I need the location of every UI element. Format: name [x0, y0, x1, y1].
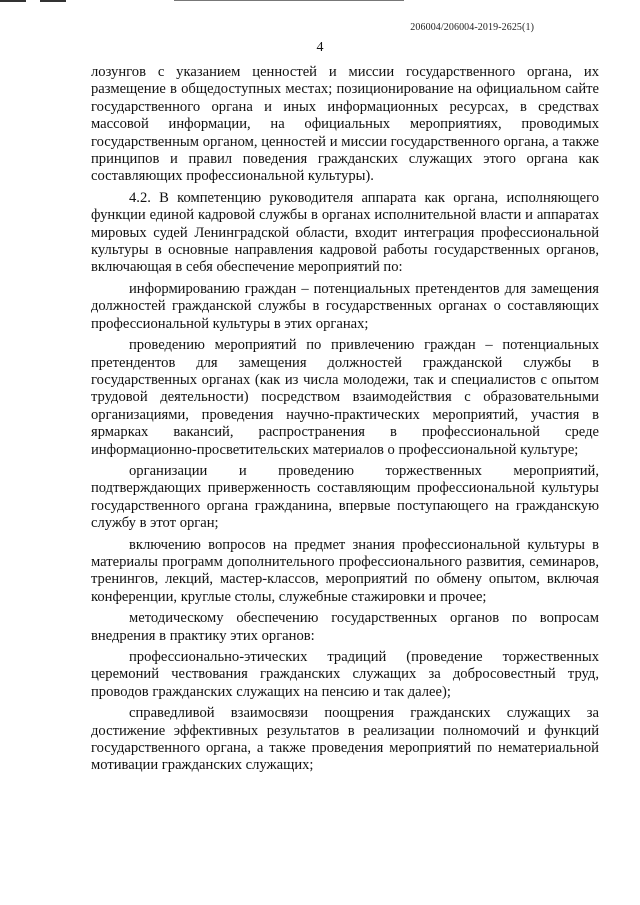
paragraph-list-item: информированию граждан – потенциальных претендентов для замещения должностей гражданской службы в государственных органах о составляющих профессиональной культуры в этих органах; — [91, 280, 599, 332]
paragraph-continuation: лозунгов с указанием ценностей и миссии государственного органа, их размещение в общедоступных местах; позиционирование на официальном сайте государственного органа и иных информационных ресурсах, в средствах массовой информации, на официальных мероприятиях, проводимых государственным органом, ценностей и миссии государственного органа, а также принципов и правил поведения гражданских служащих этого органа как составляющих профессиональной культуры). — [91, 64, 599, 185]
paragraph-list-item: организации и проведению торжественных мероприятий, подтверждающих приверженность составляющим профессиональной культуры государственного органа гражданина, впервые поступающего на гражданскую службу в этот орган; — [91, 462, 599, 532]
paragraph-sub-item: справедливой взаимосвязи поощрения гражданских служащих за достижение эффективных результатов в реализации полномочий и функций государственного органа, а также проведения мероприятий по нематериальной мотивации гражданских служащих; — [91, 705, 599, 774]
paragraph-list-item: проведению мероприятий по привлечению граждан – потенциальных претендентов для замещения должностей гражданской службы в государственных органах (как из числа молодежи, так и специалистов с опытом трудовой деятельности) посредством взаимодействия с образовательными организациями, проведения научно-практических мероприятий, участия в ярмарках вакансий, распространения в профессиональной среде информационно-просветительских материалов о профессиональной культуре; — [91, 337, 599, 458]
paragraph-section-4-2: 4.2. В компетенцию руководителя аппарата как органа, исполняющего функции единой кадровой службы в органах исполнительной власти и аппаратах мировых судей Ленинградской области, входит интеграция профессиональной культуры в основные направления кадровой работы государственных органов, включающая в себя обеспечение мероприятий по: — [91, 189, 599, 276]
top-edge-line — [174, 0, 404, 1]
page-number: 4 — [316, 40, 324, 55]
document-body — [91, 64, 599, 779]
document-code: 206004/206004-2019-2625(1) — [410, 22, 534, 33]
paragraph-list-item: методическому обеспечению государственных органов по вопросам внедрения в практику этих органов: — [91, 610, 599, 644]
top-edge-mark — [40, 0, 66, 2]
paragraph-sub-item: профессионально-этических традиций (проведение торжественных церемоний чествования гражданских служащих за добросовестный труд, проводов гражданских служащих на пенсию и так далее); — [91, 649, 599, 700]
top-edge-mark — [0, 0, 26, 2]
paragraph-list-item: включению вопросов на предмет знания профессиональной культуры в материалы программ дополнительного профессионального развития, семинаров, тренингов, лекций, мастер-классов, мероприятий по обмену опытом, включая конференции, круглые столы, служебные стажировки и прочее; — [91, 536, 599, 605]
